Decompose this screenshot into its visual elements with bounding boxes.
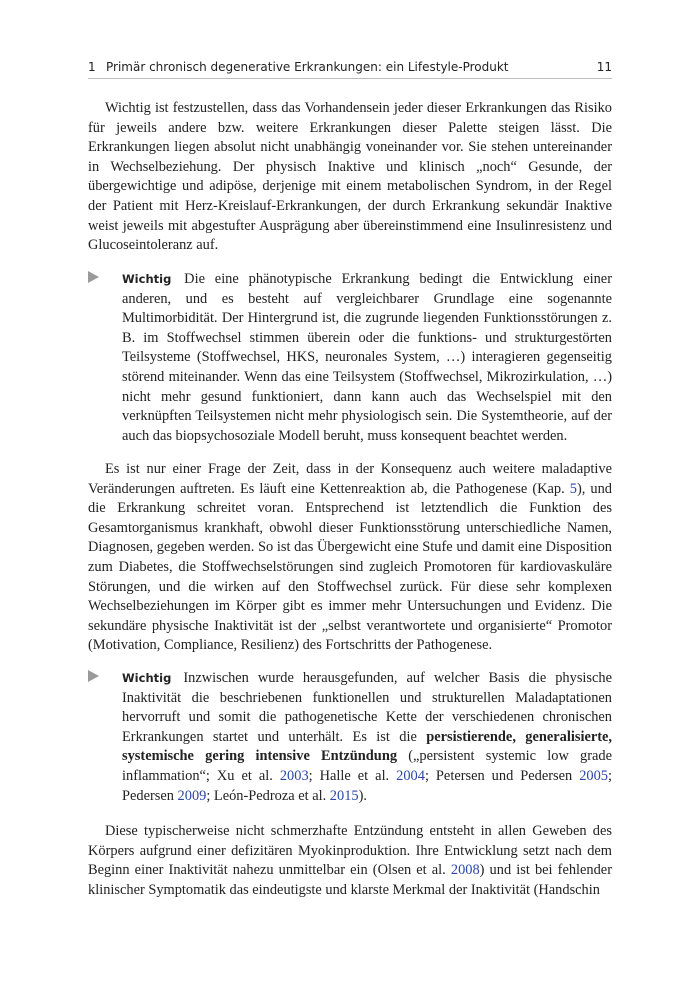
- paragraph-2-part2: ), und die Erkrankung schreitet voran. Entsprechend ist letztendlich die Funktion des Gesamtorganismus krankhaft, obwohl dieser Funktionsstörung unterschiedliche Namen, Diagnosen, gegeben werden. So ist das Übergewicht eine Stufe und damit eine Disposition zum Diabetes, die Stoffwechselstörungen sind zugleich Promotoren für kardiovaskuläre Störungen, und die wirken auf den Stoffwechsel zurück. Für diese sehr komplexen Wechselbeziehungen im Körper gibt es immer mehr Untersuchungen und Evidenz. Die sekundäre physische Inaktivität ist der „selbst verantwortete und organisierte“ Promotor (Motivation, Compliance, Resilienz) des Fortschritts der Pathogenese.: [88, 480, 612, 654]
- page-number: 11: [596, 60, 612, 74]
- paragraph-3: [88, 822, 612, 900]
- chapter-number: 1: [88, 60, 96, 74]
- box2-text-3: ; Halle et al.: [308, 767, 397, 784]
- ref-olsen-2008[interactable]: 2008: [450, 862, 480, 879]
- triangle-marker-icon: [88, 271, 99, 283]
- important-box-1-body: Die eine phänotypische Erkrankung bedingt die Entwicklung einer anderen, und es besteht auf vergleichbarer Grundlage eine sogenannte Multimorbidität. Der Hintergrund ist, die zugrunde liegenden Funktionsstörungen z. B. im Stoffwechsel stimmen überein oder die funktions- und strukturgestörten Teilsysteme (Stoffwechsel, HKS, neuronales System, …) interagieren gegenseitig störend miteinander. Wenn das eine Teilsystem (Stoffwechsel, Mikrozirkulation, …) nicht mehr gesund funktioniert, dann kann auch das Wechselspiel mit den verknüpften Teilsystemen nicht mehr physiologisch sein. Die Systemtheorie, auf der auch das biopsychosoziale Modell beruht, muss konsequent beachtet werden.: [122, 271, 612, 444]
- paragraph-3-part2: ) und ist bei fehlender klinischer Symptomatik das eindeutigste und klarste Merkmal der Inaktivität (Handschin: [88, 862, 612, 898]
- ref-halle-2004[interactable]: 2004: [396, 767, 425, 784]
- box2-text-6: ; León-Pedroza et al.: [206, 787, 330, 804]
- ref-xu-2003[interactable]: 2003: [279, 767, 309, 784]
- important-label: Wichtig: [122, 671, 172, 685]
- box2-text-1: Inzwischen wurde herausgefunden, auf welcher Basis die physische Inaktivität die beschriebenen funktionellen und strukturellen Maladaptationen hervorruft und somit die pathogenetische Kette der verschiedenen chronischen Erkrankungen startet und unterhält. Es ist die: [122, 670, 612, 745]
- ref-leon-pedroza-2015[interactable]: 2015: [329, 787, 359, 804]
- paragraph-3-part1: Diese typischerweise nicht schmerzhafte Entzündung entsteht in allen Geweben des Körpers aufgrund einer defizitären Myokinproduktion. Ihre Entwicklung setzt nach dem Beginn einer Inaktivität nahezu unmittelbar ein (Olsen et al.: [88, 823, 612, 879]
- running-header: [88, 58, 612, 79]
- triangle-marker-icon: [88, 670, 99, 682]
- ref-petersen-2005[interactable]: 2005: [579, 767, 608, 784]
- important-box-1-text: [122, 270, 612, 446]
- paragraph-2-part1: Es ist nur einer Frage der Zeit, dass in der Konsequenz auch weitere maladaptive Veränderungen auftreten. Es läuft eine Kettenreaktion ab, die Pathogenese (Kap.: [88, 461, 612, 497]
- box2-text-4: ; Petersen und Pedersen: [424, 767, 580, 784]
- box2-text-2: („persistent systemic low grade inflammation“; Xu et al.: [122, 748, 612, 784]
- ref-pedersen-2009[interactable]: 2009: [177, 787, 207, 804]
- paragraph-2: [88, 460, 612, 656]
- important-box-2-text: [122, 669, 612, 806]
- box2-text-5: ; Pedersen: [122, 767, 612, 804]
- inflammation-emphasis: persistierende, generalisierte, systemische gering intensive Entzündung: [122, 728, 612, 765]
- chapter-5-link[interactable]: 5: [569, 480, 577, 497]
- important-box-2: [88, 669, 612, 806]
- paragraph-1: Wichtig ist festzustellen, dass das Vorhandensein jeder dieser Erkrankungen das Risiko für jeweils andere bzw. weitere Erkrankungen dieser Palette steigen lässt. Die Erkrankungen liegen absolut nicht unabhängig voneinander vor. Sie stehen untereinander in Wechselbeziehung. Der physisch Inaktive und klinisch „noch“ Gesunde, der übergewichtige und adipöse, derjenige mit einem metabolischen Syndrom, in der Regel der Patient mit Herz-Kreislauf-Erkrankungen, der durch Erkrankung sekundär Inaktive weist jeweils mit abgestufter Ausprägung aber übereinstimmend eine Insulinresistenz und Glucoseintoleranz auf.: [88, 100, 612, 254]
- box2-text-7: ).: [358, 787, 367, 804]
- important-box-1: [88, 270, 612, 446]
- important-label: Wichtig: [122, 272, 172, 286]
- chapter-title: Primär chronisch degenerative Erkrankungen: ein Lifestyle-Produkt: [106, 60, 509, 74]
